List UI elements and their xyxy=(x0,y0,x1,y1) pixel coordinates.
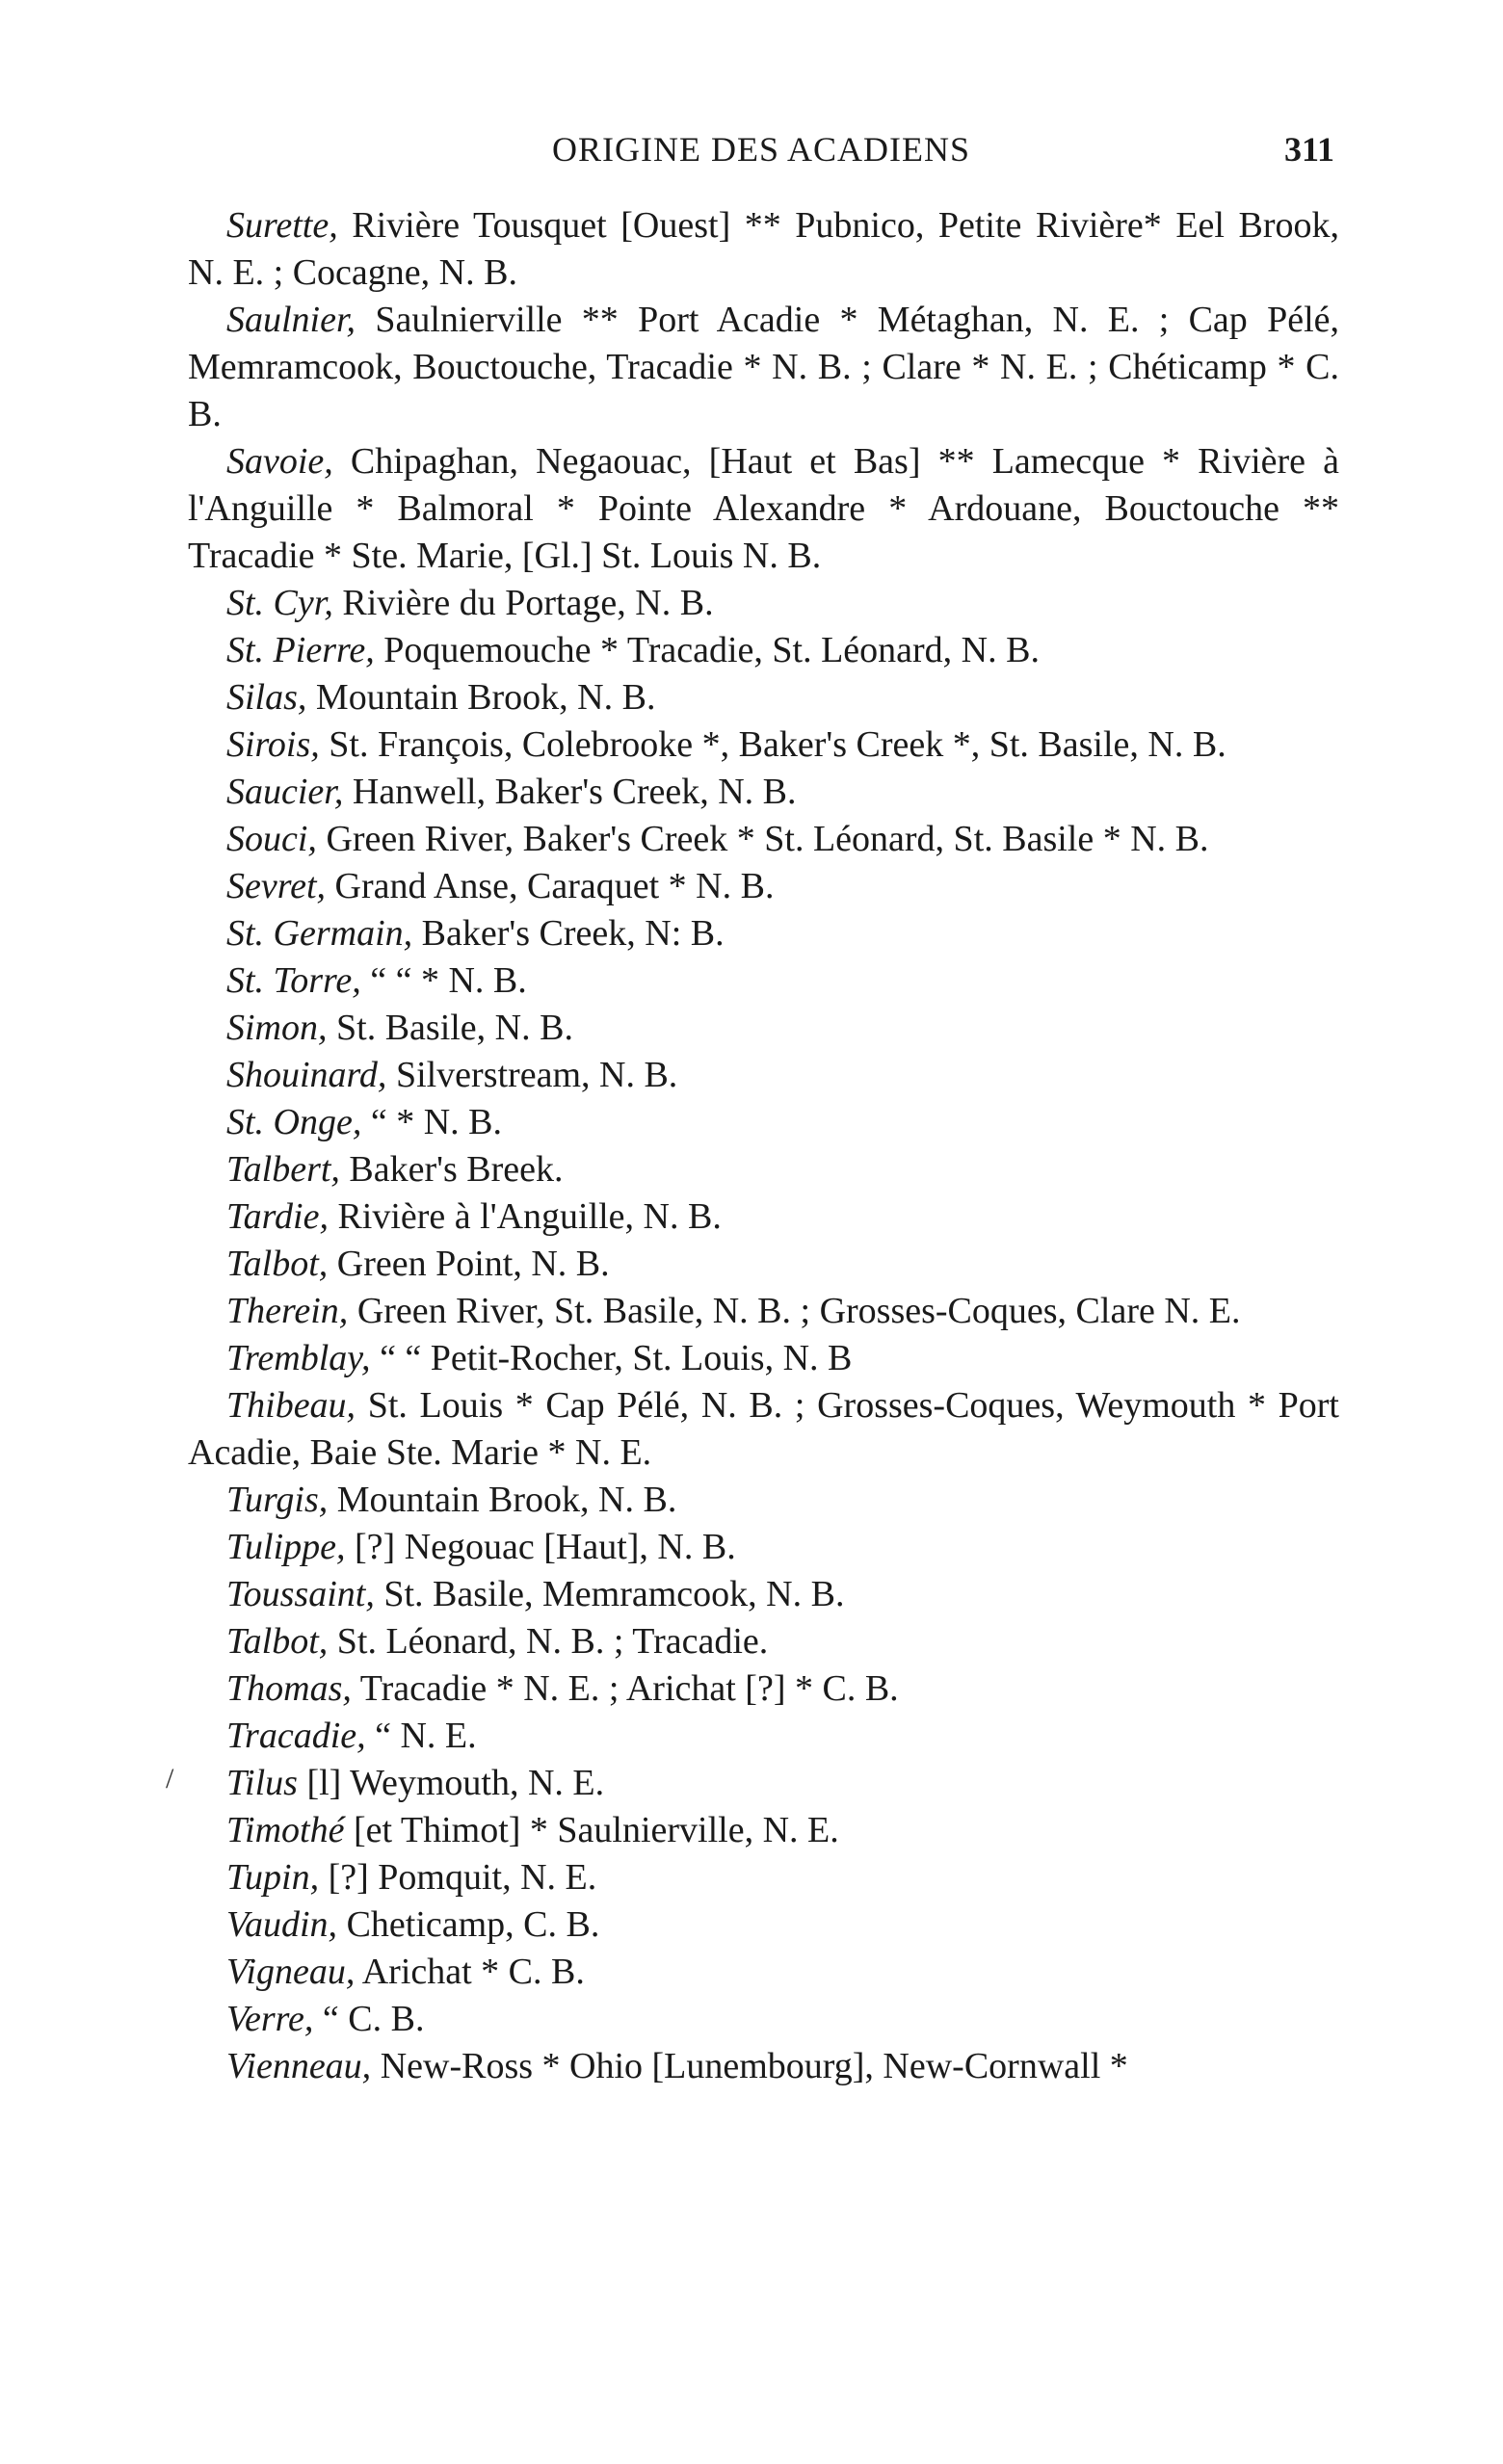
list-item xyxy=(188,721,1339,769)
list-item xyxy=(188,1949,1339,1996)
entry-name: Thomas, xyxy=(226,1668,352,1709)
entry-places: Rivière à l'Anguille, N. B. xyxy=(328,1196,722,1237)
entry-name: Surette, xyxy=(226,205,338,246)
entry-name: Silas, xyxy=(226,677,307,718)
margin-mark: / xyxy=(166,1763,174,1795)
entry-places: [?] Negouac [Haut], N. B. xyxy=(345,1527,736,1567)
list-item xyxy=(188,1996,1339,2043)
entry-name: St. Germain, xyxy=(226,913,413,954)
entry-places: “ N. E. xyxy=(365,1716,477,1756)
entry-places: Green Point, N. B. xyxy=(328,1244,610,1284)
entry-places: Rivière du Portage, N. B. xyxy=(332,583,714,623)
entry-places: Poquemouche * Tracadie, St. Léonard, N. B. xyxy=(374,630,1040,670)
list-item xyxy=(188,1807,1339,1854)
list-item xyxy=(188,202,1339,297)
entry-name: Toussaint, xyxy=(226,1574,375,1614)
entry-places: Baker's Breek. xyxy=(339,1149,564,1190)
running-title: ORIGINE DES ACADIENS xyxy=(552,130,970,169)
list-item xyxy=(188,910,1339,957)
entry-name: Tupin, xyxy=(226,1857,320,1898)
entry-places: Saulnierville ** Port Acadie * Métaghan, N. E. ; Cap Pélé, Memramcook, Bouctouche, Tracadie * N. B. ; Clare * N. E. ; Chéticamp * C. B. xyxy=(188,300,1339,434)
entry-places: [et Thimot] * Saulnierville, N. E. xyxy=(344,1810,839,1850)
entry-places: Green River, Baker's Creek * St. Léonard, St. Basile * N. B. xyxy=(316,819,1209,859)
entry-name: St. Pierre, xyxy=(226,630,375,670)
list-item xyxy=(188,1382,1339,1477)
entry-name: St. Cyr, xyxy=(226,583,333,623)
list-item xyxy=(188,1524,1339,1571)
list-item xyxy=(188,1288,1339,1335)
entry-places: St. Basile, Memramcook, N. B. xyxy=(374,1574,845,1614)
entry-places: Grand Anse, Caraquet * N. B. xyxy=(326,866,775,906)
entry-places: New-Ross * Ohio [Lunembourg], New-Cornwall * xyxy=(371,2046,1128,2086)
list-item xyxy=(188,769,1339,816)
list-item xyxy=(188,1099,1339,1146)
entry-places: St. Louis * Cap Pélé, N. B. ; Grosses-Coques, Weymouth * Port Acadie, Baie Ste. Marie * N. E. xyxy=(188,1385,1339,1473)
entry-places: “ * N. B. xyxy=(361,1102,503,1142)
entry-places: Mountain Brook, N. B. xyxy=(328,1480,677,1520)
entry-places: Baker's Creek, N: B. xyxy=(412,913,725,954)
entry-name: Vigneau, xyxy=(226,1952,356,1992)
entry-places: St. Léonard, N. B. ; Tracadie. xyxy=(328,1621,769,1662)
entry-name: Timothé xyxy=(226,1810,345,1850)
list-item xyxy=(188,1760,1339,1807)
entry-places: “ C. B. xyxy=(313,1999,425,2039)
entry-name: Saulnier, xyxy=(226,300,356,340)
entry-name: Shouinard, xyxy=(226,1055,387,1095)
entry-places: Hanwell, Baker's Creek, N. B. xyxy=(343,772,797,812)
entry-name: Tracadie, xyxy=(226,1716,366,1756)
list-item xyxy=(188,580,1339,627)
entry-places: Arichat * C. B. xyxy=(355,1952,585,1992)
entry-places: [?] Pomquit, N. E. xyxy=(319,1857,597,1898)
list-item xyxy=(188,1571,1339,1618)
entry-places: Silverstream, N. B. xyxy=(386,1055,678,1095)
entry-places: St. François, Colebrooke *, Baker's Creek *, St. Basile, N. B. xyxy=(319,724,1226,765)
entry-name: Thibeau, xyxy=(226,1385,356,1426)
entry-name: Vienneau, xyxy=(226,2046,372,2086)
list-item xyxy=(188,1618,1339,1665)
list-item xyxy=(188,627,1339,674)
entry-name: Tulippe, xyxy=(226,1527,346,1567)
entry-name: Verre, xyxy=(226,1999,314,2039)
list-item xyxy=(188,438,1339,580)
entry-name: Therein, xyxy=(226,1291,349,1331)
list-item xyxy=(188,1193,1339,1241)
entry-places: Rivière Tousquet [Ouest] ** Pubnico, Petite Rivière* Eel Brook, N. E. ; Cocagne, N. B. xyxy=(188,205,1339,293)
entry-name: Talbot, xyxy=(226,1621,329,1662)
entry-name: Savoie, xyxy=(226,441,333,482)
entry-name: Simon, xyxy=(226,1008,328,1048)
list-item xyxy=(188,1713,1339,1760)
entry-name: Tilus xyxy=(226,1763,298,1803)
entry-name: Turgis, xyxy=(226,1480,329,1520)
list-item xyxy=(188,1335,1339,1382)
entry-places: Chipaghan, Negaouac, [Haut et Bas] ** Lamecque * Rivière à l'Anguille * Balmoral * Pointe Alexandre * Ardouane, Bouctouche ** Tracadie * Ste. Marie, [Gl.] St. Louis N. B. xyxy=(188,441,1339,576)
page-number: 311 xyxy=(1283,130,1334,169)
entry-places: Mountain Brook, N. B. xyxy=(306,677,656,718)
entry-places: “ “ * N. B. xyxy=(360,960,527,1001)
list-item xyxy=(188,674,1339,721)
entry-name: Tardie, xyxy=(226,1196,329,1237)
entry-places: Cheticamp, C. B. xyxy=(337,1904,600,1945)
entry-name: Sevret, xyxy=(226,866,327,906)
list-item xyxy=(188,816,1339,863)
entry-name: Saucier, xyxy=(226,772,344,812)
running-head xyxy=(188,123,1334,181)
entry-name: Vaudin, xyxy=(226,1904,338,1945)
entry-places: [l] Weymouth, N. E. xyxy=(297,1763,605,1803)
list-item xyxy=(188,297,1339,438)
entry-name: Sirois, xyxy=(226,724,320,765)
list-item xyxy=(188,1477,1339,1524)
list-item xyxy=(188,1854,1339,1901)
entries-list xyxy=(188,202,1339,2090)
list-item xyxy=(188,863,1339,910)
entry-name: Talbot, xyxy=(226,1244,329,1284)
list-item xyxy=(188,1665,1339,1713)
list-item xyxy=(188,1901,1339,1949)
entry-name: St. Torre, xyxy=(226,960,361,1001)
entry-name: Souci, xyxy=(226,819,317,859)
entry-name: Talbert, xyxy=(226,1149,340,1190)
entry-places: “ “ Petit-Rocher, St. Louis, N. B xyxy=(370,1338,853,1378)
list-item xyxy=(188,1052,1339,1099)
entry-places: Green River, St. Basile, N. B. ; Grosses-Coques, Clare N. E. xyxy=(348,1291,1241,1331)
list-item xyxy=(188,1005,1339,1052)
list-item xyxy=(188,2043,1339,2090)
entry-places: St. Basile, N. B. xyxy=(327,1008,573,1048)
entry-name: St. Onge, xyxy=(226,1102,362,1142)
list-item xyxy=(188,1146,1339,1193)
entry-places: Tracadie * N. E. ; Arichat [?] * C. B. xyxy=(351,1668,899,1709)
entry-name: Tremblay, xyxy=(226,1338,371,1378)
list-item xyxy=(188,957,1339,1005)
list-item xyxy=(188,1241,1339,1288)
